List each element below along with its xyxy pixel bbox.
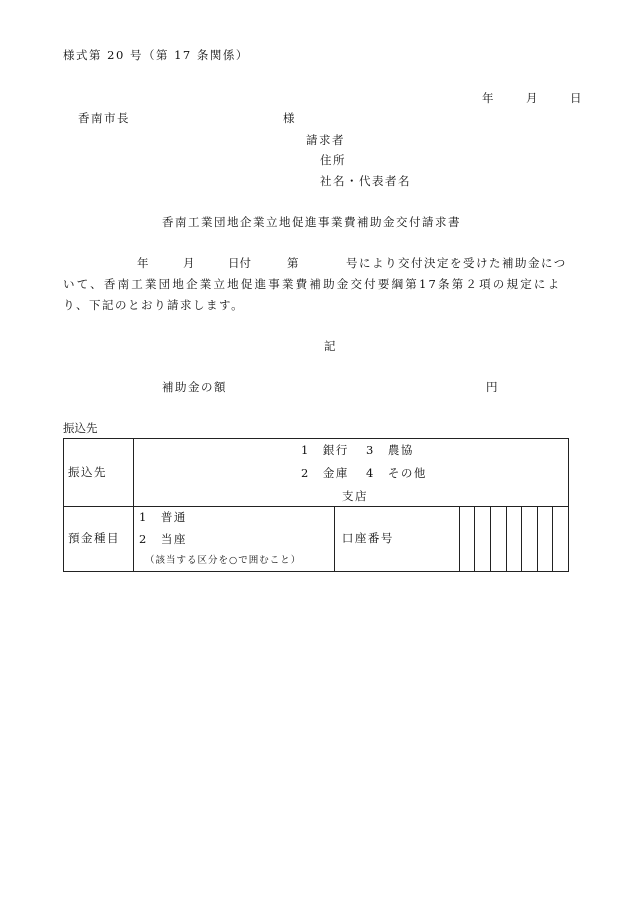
ki-marker: 記 [324, 339, 336, 353]
bank-row [64, 439, 569, 507]
account-digit-cell[interactable] [537, 507, 553, 572]
deposit-type-cell[interactable] [134, 507, 335, 572]
requester-address-label: 住所 [320, 153, 346, 167]
deposit-note: （該当する区分を○で囲むこと） [145, 555, 302, 566]
account-number-label-cell [334, 507, 459, 572]
deposit-row-label-cell [64, 507, 134, 572]
account-number-label: 口座番号 [341, 531, 394, 545]
date-month-label: 月 [526, 91, 538, 105]
deposit-row [64, 507, 569, 572]
bank-option-2: 2 金庫 [301, 466, 349, 480]
bank-info-cell[interactable] [134, 439, 569, 507]
deposit-row-label: 預金種目 [68, 531, 120, 545]
account-digit-cell[interactable] [490, 507, 506, 572]
body-day-suffix: 日付 [228, 256, 251, 270]
account-digit-cell[interactable] [475, 507, 491, 572]
bank-option-3: 3 農協 [366, 443, 414, 457]
account-digit-cell[interactable] [522, 507, 538, 572]
body-line2: いて、香南工業団地企業立地促進事業費補助金交付要綱第17条第２項の規定によ [63, 277, 562, 291]
body-year: 年 [137, 256, 149, 270]
bank-option-4: 4 その他 [366, 466, 427, 480]
branch-label: 支店 [342, 489, 368, 503]
account-digit-cell[interactable] [506, 507, 522, 572]
body-month: 月 [183, 256, 195, 270]
date-day-label: 日 [570, 91, 582, 105]
form-number: 様式第 20 号（第 17 条関係） [63, 48, 249, 62]
body-line1-text: 号により交付決定を受けた補助金につ [346, 256, 567, 270]
bank-option-1: 1 銀行 [301, 443, 349, 457]
requester-label: 請求者 [306, 133, 345, 147]
transfer-heading: 振込先 [63, 421, 98, 435]
bank-row-label: 振込先 [68, 465, 107, 479]
transfer-table [63, 438, 569, 572]
account-digit-cell[interactable] [553, 507, 569, 572]
body-no-prefix: 第 [287, 256, 299, 270]
body-line3: り、下記のとおり請求します。 [63, 298, 245, 312]
date-year-label: 年 [482, 91, 494, 105]
deposit-type-1: 1 普通 [139, 510, 187, 524]
account-digit-cell[interactable] [459, 507, 475, 572]
requester-name-label: 社名・代表者名 [320, 174, 411, 188]
deposit-type-2: 2 当座 [139, 532, 187, 546]
document-title: 香南工業団地企業立地促進事業費補助金交付請求書 [162, 215, 461, 229]
addressee-honorific: 様 [283, 111, 295, 125]
addressee: 香南市長 [78, 111, 130, 125]
amount-label: 補助金の額 [162, 380, 227, 394]
amount-unit: 円 [486, 380, 498, 394]
bank-row-label-cell [64, 439, 134, 507]
